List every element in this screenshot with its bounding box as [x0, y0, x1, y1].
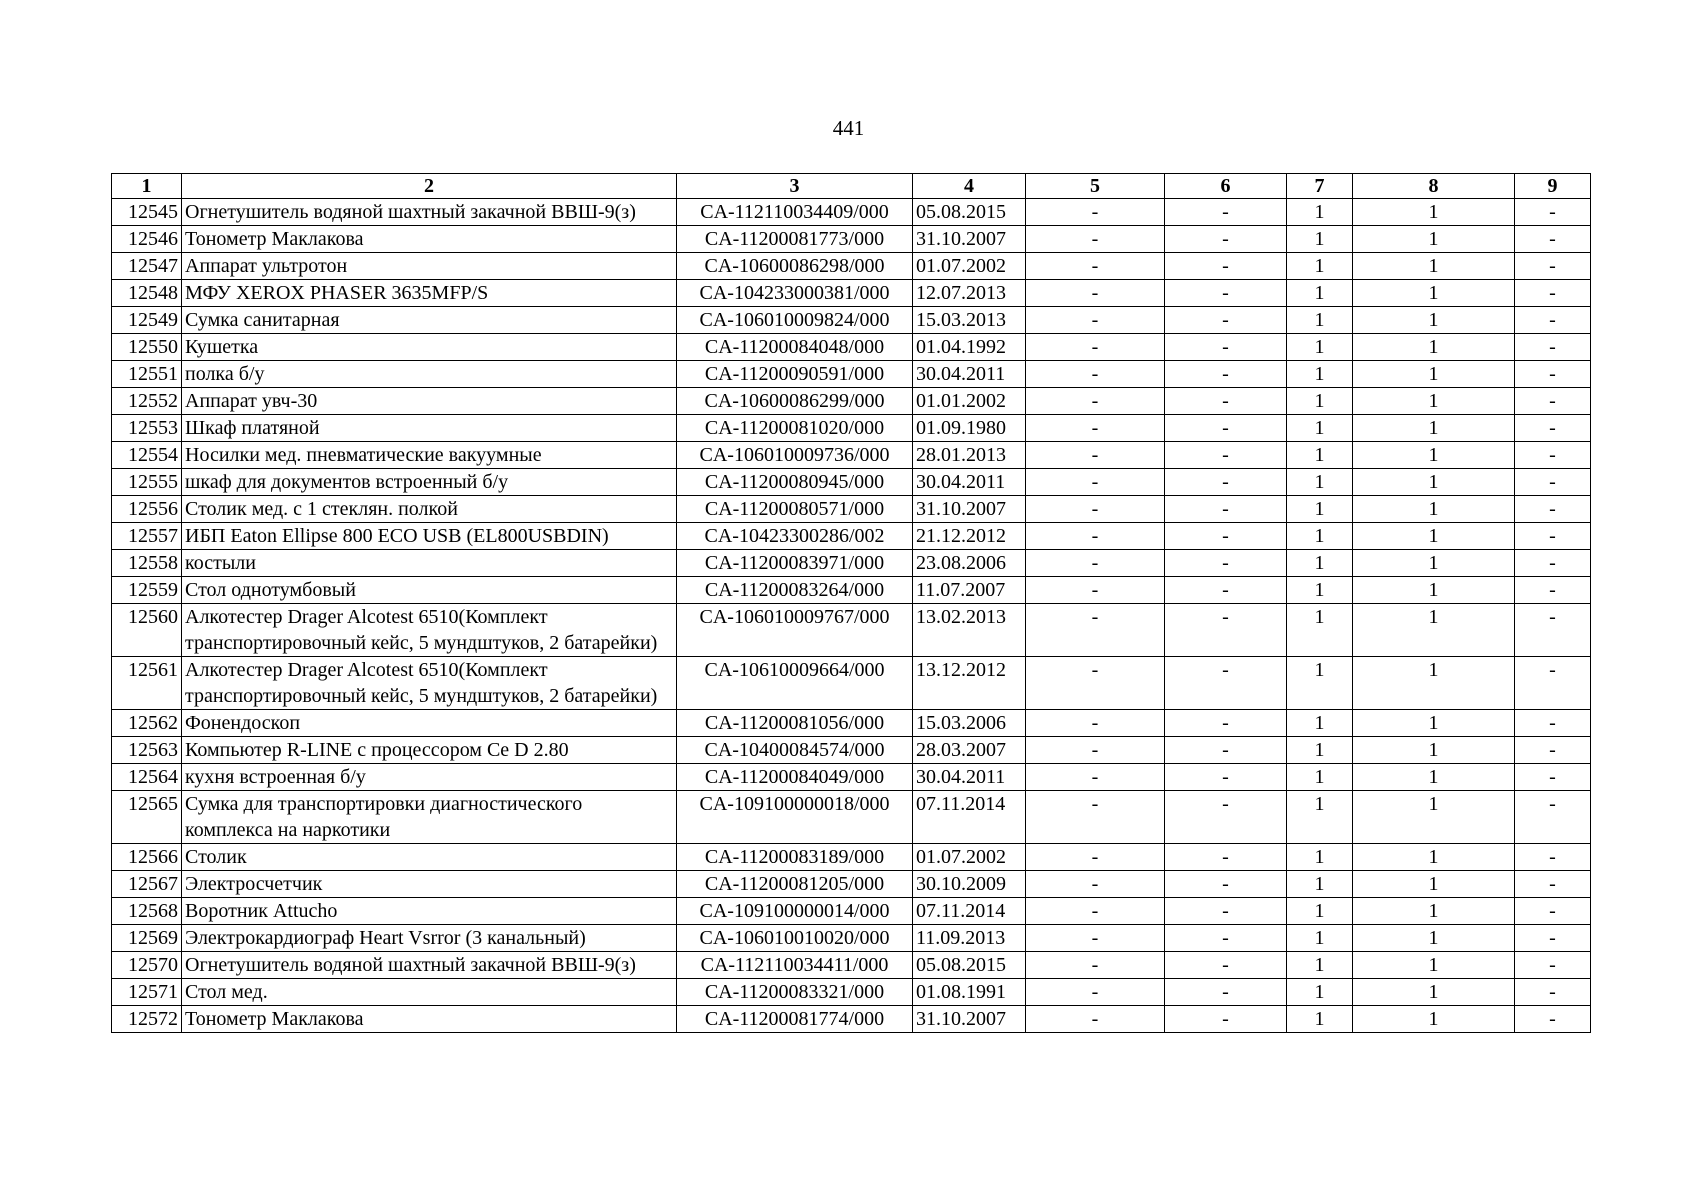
item-name-cell: Аппарат увч-30 [182, 388, 677, 415]
table-row [112, 764, 1591, 791]
col9-cell: - [1515, 952, 1591, 979]
date-cell: 15.03.2006 [913, 710, 1026, 737]
date-cell: 01.04.1992 [913, 334, 1026, 361]
col5-cell: - [1026, 1006, 1165, 1033]
col6-cell: - [1165, 952, 1287, 979]
col7-cell: 1 [1287, 496, 1353, 523]
col9-cell: - [1515, 334, 1591, 361]
col5-cell: - [1026, 737, 1165, 764]
col6-cell: - [1165, 710, 1287, 737]
col5-cell: - [1026, 577, 1165, 604]
inventory-code-cell: CA-11200084049/000 [677, 764, 913, 791]
item-name-cell: МФУ XEROX PHASER 3635MFP/S [182, 280, 677, 307]
row-number-cell: 12558 [112, 550, 182, 577]
item-name-cell: Алкотестер Drager Alcotest 6510(Комплект транспортировочный кейс, 5 мундштуков, 2 батарейки) [182, 604, 677, 657]
col5-cell: - [1026, 764, 1165, 791]
col7-cell: 1 [1287, 361, 1353, 388]
col9-cell: - [1515, 737, 1591, 764]
table-row [112, 979, 1591, 1006]
column-header: 8 [1353, 174, 1515, 199]
table-row [112, 925, 1591, 952]
table-row [112, 307, 1591, 334]
col6-cell: - [1165, 523, 1287, 550]
col6-cell: - [1165, 657, 1287, 710]
inventory-code-cell: CA-11200081056/000 [677, 710, 913, 737]
item-name-cell: Стол однотумбовый [182, 577, 677, 604]
inventory-code-cell: CA-10600086299/000 [677, 388, 913, 415]
col5-cell: - [1026, 199, 1165, 226]
col9-cell: - [1515, 280, 1591, 307]
col5-cell: - [1026, 415, 1165, 442]
row-number-cell: 12562 [112, 710, 182, 737]
row-number-cell: 12559 [112, 577, 182, 604]
date-cell: 30.10.2009 [913, 871, 1026, 898]
row-number-cell: 12564 [112, 764, 182, 791]
col5-cell: - [1026, 844, 1165, 871]
col9-cell: - [1515, 577, 1591, 604]
row-number-cell: 12568 [112, 898, 182, 925]
col7-cell: 1 [1287, 199, 1353, 226]
col5-cell: - [1026, 979, 1165, 1006]
col8-cell: 1 [1353, 1006, 1515, 1033]
item-name-cell: Сумка для транспортировки диагностического комплекса на наркотики [182, 791, 677, 844]
item-name-cell: Воротник Attucho [182, 898, 677, 925]
col8-cell: 1 [1353, 925, 1515, 952]
col5-cell: - [1026, 307, 1165, 334]
col7-cell: 1 [1287, 415, 1353, 442]
table-row [112, 334, 1591, 361]
col7-cell: 1 [1287, 334, 1353, 361]
column-header: 3 [677, 174, 913, 199]
col7-cell: 1 [1287, 925, 1353, 952]
col8-cell: 1 [1353, 710, 1515, 737]
col6-cell: - [1165, 871, 1287, 898]
col7-cell: 1 [1287, 657, 1353, 710]
column-header: 5 [1026, 174, 1165, 199]
col8-cell: 1 [1353, 871, 1515, 898]
col6-cell: - [1165, 1006, 1287, 1033]
row-number-cell: 12569 [112, 925, 182, 952]
col8-cell: 1 [1353, 415, 1515, 442]
item-name-cell: Фонендоскоп [182, 710, 677, 737]
table-row [112, 657, 1591, 710]
col5-cell: - [1026, 925, 1165, 952]
col8-cell: 1 [1353, 764, 1515, 791]
col6-cell: - [1165, 334, 1287, 361]
col6-cell: - [1165, 442, 1287, 469]
col8-cell: 1 [1353, 199, 1515, 226]
col9-cell: - [1515, 415, 1591, 442]
col7-cell: 1 [1287, 442, 1353, 469]
header-row [112, 174, 1591, 199]
col8-cell: 1 [1353, 361, 1515, 388]
col8-cell: 1 [1353, 550, 1515, 577]
col9-cell: - [1515, 898, 1591, 925]
col8-cell: 1 [1353, 898, 1515, 925]
column-header: 7 [1287, 174, 1353, 199]
row-number-cell: 12554 [112, 442, 182, 469]
table-row [112, 226, 1591, 253]
inventory-code-cell: CA-11200080571/000 [677, 496, 913, 523]
col8-cell: 1 [1353, 791, 1515, 844]
row-number-cell: 12571 [112, 979, 182, 1006]
item-name-cell: Электросчетчик [182, 871, 677, 898]
col5-cell: - [1026, 523, 1165, 550]
col9-cell: - [1515, 844, 1591, 871]
col6-cell: - [1165, 844, 1287, 871]
col9-cell: - [1515, 871, 1591, 898]
date-cell: 30.04.2011 [913, 469, 1026, 496]
date-cell: 30.04.2011 [913, 764, 1026, 791]
col8-cell: 1 [1353, 604, 1515, 657]
col9-cell: - [1515, 925, 1591, 952]
col7-cell: 1 [1287, 523, 1353, 550]
inventory-code-cell: CA-11200081773/000 [677, 226, 913, 253]
col8-cell: 1 [1353, 737, 1515, 764]
col7-cell: 1 [1287, 844, 1353, 871]
col9-cell: - [1515, 523, 1591, 550]
column-header: 1 [112, 174, 182, 199]
date-cell: 13.12.2012 [913, 657, 1026, 710]
col6-cell: - [1165, 496, 1287, 523]
col8-cell: 1 [1353, 334, 1515, 361]
inventory-code-cell: CA-10600086298/000 [677, 253, 913, 280]
col6-cell: - [1165, 737, 1287, 764]
col5-cell: - [1026, 550, 1165, 577]
column-header: 4 [913, 174, 1026, 199]
inventory-code-cell: CA-112110034411/000 [677, 952, 913, 979]
date-cell: 21.12.2012 [913, 523, 1026, 550]
col7-cell: 1 [1287, 979, 1353, 1006]
date-cell: 15.03.2013 [913, 307, 1026, 334]
inventory-code-cell: CA-11200083321/000 [677, 979, 913, 1006]
col6-cell: - [1165, 361, 1287, 388]
item-name-cell: кухня встроенная б/у [182, 764, 677, 791]
col6-cell: - [1165, 280, 1287, 307]
col9-cell: - [1515, 550, 1591, 577]
inventory-code-cell: CA-11200083971/000 [677, 550, 913, 577]
row-number-cell: 12557 [112, 523, 182, 550]
inventory-code-cell: CA-11200084048/000 [677, 334, 913, 361]
col7-cell: 1 [1287, 764, 1353, 791]
table-row [112, 577, 1591, 604]
col8-cell: 1 [1353, 496, 1515, 523]
col9-cell: - [1515, 764, 1591, 791]
col5-cell: - [1026, 253, 1165, 280]
col9-cell: - [1515, 1006, 1591, 1033]
inventory-code-cell: CA-109100000018/000 [677, 791, 913, 844]
col8-cell: 1 [1353, 844, 1515, 871]
date-cell: 28.01.2013 [913, 442, 1026, 469]
col5-cell: - [1026, 469, 1165, 496]
col6-cell: - [1165, 764, 1287, 791]
table-row [112, 415, 1591, 442]
table-row [112, 469, 1591, 496]
col9-cell: - [1515, 657, 1591, 710]
row-number-cell: 12570 [112, 952, 182, 979]
col9-cell: - [1515, 253, 1591, 280]
col7-cell: 1 [1287, 871, 1353, 898]
col6-cell: - [1165, 388, 1287, 415]
col7-cell: 1 [1287, 280, 1353, 307]
col5-cell: - [1026, 496, 1165, 523]
item-name-cell: Носилки мед. пневматические вакуумные [182, 442, 677, 469]
col5-cell: - [1026, 791, 1165, 844]
date-cell: 31.10.2007 [913, 1006, 1026, 1033]
date-cell: 30.04.2011 [913, 361, 1026, 388]
table-row [112, 523, 1591, 550]
table-row [112, 844, 1591, 871]
col9-cell: - [1515, 388, 1591, 415]
col5-cell: - [1026, 361, 1165, 388]
col7-cell: 1 [1287, 710, 1353, 737]
col9-cell: - [1515, 226, 1591, 253]
date-cell: 01.08.1991 [913, 979, 1026, 1006]
row-number-cell: 12561 [112, 657, 182, 710]
column-header: 6 [1165, 174, 1287, 199]
col7-cell: 1 [1287, 253, 1353, 280]
table-row [112, 604, 1591, 657]
col5-cell: - [1026, 604, 1165, 657]
col5-cell: - [1026, 657, 1165, 710]
date-cell: 01.01.2002 [913, 388, 1026, 415]
col8-cell: 1 [1353, 253, 1515, 280]
date-cell: 28.03.2007 [913, 737, 1026, 764]
item-name-cell: костыли [182, 550, 677, 577]
col5-cell: - [1026, 388, 1165, 415]
date-cell: 13.02.2013 [913, 604, 1026, 657]
row-number-cell: 12563 [112, 737, 182, 764]
col6-cell: - [1165, 253, 1287, 280]
inventory-code-cell: CA-112110034409/000 [677, 199, 913, 226]
table-row [112, 253, 1591, 280]
col7-cell: 1 [1287, 307, 1353, 334]
inventory-code-cell: CA-10400084574/000 [677, 737, 913, 764]
inventory-code-cell: CA-11200080945/000 [677, 469, 913, 496]
inventory-code-cell: CA-106010010020/000 [677, 925, 913, 952]
row-number-cell: 12551 [112, 361, 182, 388]
col9-cell: - [1515, 710, 1591, 737]
date-cell: 07.11.2014 [913, 898, 1026, 925]
inventory-code-cell: CA-109100000014/000 [677, 898, 913, 925]
item-name-cell: Электрокардиограф Heart Vsrror (3 канальный) [182, 925, 677, 952]
item-name-cell: Аппарат ультротон [182, 253, 677, 280]
inventory-code-cell: CA-106010009824/000 [677, 307, 913, 334]
col8-cell: 1 [1353, 307, 1515, 334]
col9-cell: - [1515, 496, 1591, 523]
item-name-cell: Стол мед. [182, 979, 677, 1006]
col8-cell: 1 [1353, 657, 1515, 710]
table-row [112, 952, 1591, 979]
date-cell: 01.09.1980 [913, 415, 1026, 442]
col5-cell: - [1026, 442, 1165, 469]
col9-cell: - [1515, 361, 1591, 388]
col7-cell: 1 [1287, 577, 1353, 604]
table-row [112, 898, 1591, 925]
col5-cell: - [1026, 710, 1165, 737]
table-row [112, 199, 1591, 226]
table-row [112, 280, 1591, 307]
table-row [112, 496, 1591, 523]
inventory-code-cell: CA-10610009664/000 [677, 657, 913, 710]
inventory-code-cell: CA-10423300286/002 [677, 523, 913, 550]
col7-cell: 1 [1287, 226, 1353, 253]
item-name-cell: Огнетушитель водяной шахтный закачной ВВШ-9(з) [182, 199, 677, 226]
inventory-code-cell: CA-106010009736/000 [677, 442, 913, 469]
date-cell: 31.10.2007 [913, 496, 1026, 523]
date-cell: 23.08.2006 [913, 550, 1026, 577]
column-header: 2 [182, 174, 677, 199]
col6-cell: - [1165, 925, 1287, 952]
col6-cell: - [1165, 979, 1287, 1006]
col8-cell: 1 [1353, 979, 1515, 1006]
col7-cell: 1 [1287, 469, 1353, 496]
item-name-cell: Огнетушитель водяной шахтный закачной ВВШ-9(з) [182, 952, 677, 979]
col8-cell: 1 [1353, 577, 1515, 604]
col6-cell: - [1165, 469, 1287, 496]
item-name-cell: Столик [182, 844, 677, 871]
row-number-cell: 12566 [112, 844, 182, 871]
row-number-cell: 12565 [112, 791, 182, 844]
col9-cell: - [1515, 307, 1591, 334]
col6-cell: - [1165, 898, 1287, 925]
table-row [112, 791, 1591, 844]
col6-cell: - [1165, 550, 1287, 577]
table-row [112, 871, 1591, 898]
row-number-cell: 12547 [112, 253, 182, 280]
inventory-table [111, 173, 1591, 1033]
item-name-cell: шкаф для документов встроенный б/у [182, 469, 677, 496]
inventory-code-cell: CA-11200081205/000 [677, 871, 913, 898]
col6-cell: - [1165, 199, 1287, 226]
table-row [112, 737, 1591, 764]
item-name-cell: Тонометр Маклакова [182, 1006, 677, 1033]
row-number-cell: 12548 [112, 280, 182, 307]
col7-cell: 1 [1287, 737, 1353, 764]
col5-cell: - [1026, 871, 1165, 898]
table-row [112, 361, 1591, 388]
col9-cell: - [1515, 791, 1591, 844]
date-cell: 12.07.2013 [913, 280, 1026, 307]
col5-cell: - [1026, 898, 1165, 925]
page-number: 441 [832, 116, 865, 140]
date-cell: 01.07.2002 [913, 253, 1026, 280]
col9-cell: - [1515, 469, 1591, 496]
col6-cell: - [1165, 604, 1287, 657]
item-name-cell: полка б/у [182, 361, 677, 388]
date-cell: 31.10.2007 [913, 226, 1026, 253]
col7-cell: 1 [1287, 898, 1353, 925]
row-number-cell: 12549 [112, 307, 182, 334]
table-body [112, 199, 1591, 1033]
col6-cell: - [1165, 577, 1287, 604]
table-row [112, 442, 1591, 469]
col8-cell: 1 [1353, 226, 1515, 253]
col6-cell: - [1165, 415, 1287, 442]
col9-cell: - [1515, 199, 1591, 226]
col9-cell: - [1515, 979, 1591, 1006]
item-name-cell: Алкотестер Drager Alcotest 6510(Комплект транспортировочный кейс, 5 мундштуков, 2 батарейки) [182, 657, 677, 710]
item-name-cell: Столик мед. с 1 стеклян. полкой [182, 496, 677, 523]
col8-cell: 1 [1353, 469, 1515, 496]
col7-cell: 1 [1287, 791, 1353, 844]
col7-cell: 1 [1287, 604, 1353, 657]
inventory-code-cell: CA-11200083264/000 [677, 577, 913, 604]
col6-cell: - [1165, 791, 1287, 844]
table-row [112, 550, 1591, 577]
row-number-cell: 12556 [112, 496, 182, 523]
col6-cell: - [1165, 226, 1287, 253]
col8-cell: 1 [1353, 280, 1515, 307]
col5-cell: - [1026, 952, 1165, 979]
col8-cell: 1 [1353, 388, 1515, 415]
col8-cell: 1 [1353, 523, 1515, 550]
row-number-cell: 12545 [112, 199, 182, 226]
col7-cell: 1 [1287, 388, 1353, 415]
col9-cell: - [1515, 442, 1591, 469]
col5-cell: - [1026, 334, 1165, 361]
col6-cell: - [1165, 307, 1287, 334]
col7-cell: 1 [1287, 1006, 1353, 1033]
col7-cell: 1 [1287, 952, 1353, 979]
table-row [112, 388, 1591, 415]
col9-cell: - [1515, 604, 1591, 657]
table-row [112, 1006, 1591, 1033]
item-name-cell: Тонометр Маклакова [182, 226, 677, 253]
row-number-cell: 12567 [112, 871, 182, 898]
date-cell: 11.09.2013 [913, 925, 1026, 952]
row-number-cell: 12553 [112, 415, 182, 442]
item-name-cell: Кушетка [182, 334, 677, 361]
item-name-cell: Компьютер R-LINE с процессором Ce D 2.80 [182, 737, 677, 764]
item-name-cell: ИБП Eaton Ellipse 800 ECO USB (EL800USBDIN) [182, 523, 677, 550]
inventory-code-cell: CA-104233000381/000 [677, 280, 913, 307]
inventory-code-cell: CA-11200090591/000 [677, 361, 913, 388]
row-number-cell: 12552 [112, 388, 182, 415]
col5-cell: - [1026, 226, 1165, 253]
date-cell: 05.08.2015 [913, 199, 1026, 226]
date-cell: 01.07.2002 [913, 844, 1026, 871]
col8-cell: 1 [1353, 442, 1515, 469]
date-cell: 11.07.2007 [913, 577, 1026, 604]
col7-cell: 1 [1287, 550, 1353, 577]
item-name-cell: Сумка санитарная [182, 307, 677, 334]
column-header: 9 [1515, 174, 1591, 199]
col5-cell: - [1026, 280, 1165, 307]
inventory-code-cell: CA-106010009767/000 [677, 604, 913, 657]
table-row [112, 710, 1591, 737]
inventory-code-cell: CA-11200081020/000 [677, 415, 913, 442]
item-name-cell: Шкаф платяной [182, 415, 677, 442]
date-cell: 07.11.2014 [913, 791, 1026, 844]
inventory-code-cell: CA-11200081774/000 [677, 1006, 913, 1033]
inventory-code-cell: CA-11200083189/000 [677, 844, 913, 871]
col8-cell: 1 [1353, 952, 1515, 979]
date-cell: 05.08.2015 [913, 952, 1026, 979]
row-number-cell: 12546 [112, 226, 182, 253]
row-number-cell: 12572 [112, 1006, 182, 1033]
row-number-cell: 12560 [112, 604, 182, 657]
row-number-cell: 12555 [112, 469, 182, 496]
row-number-cell: 12550 [112, 334, 182, 361]
